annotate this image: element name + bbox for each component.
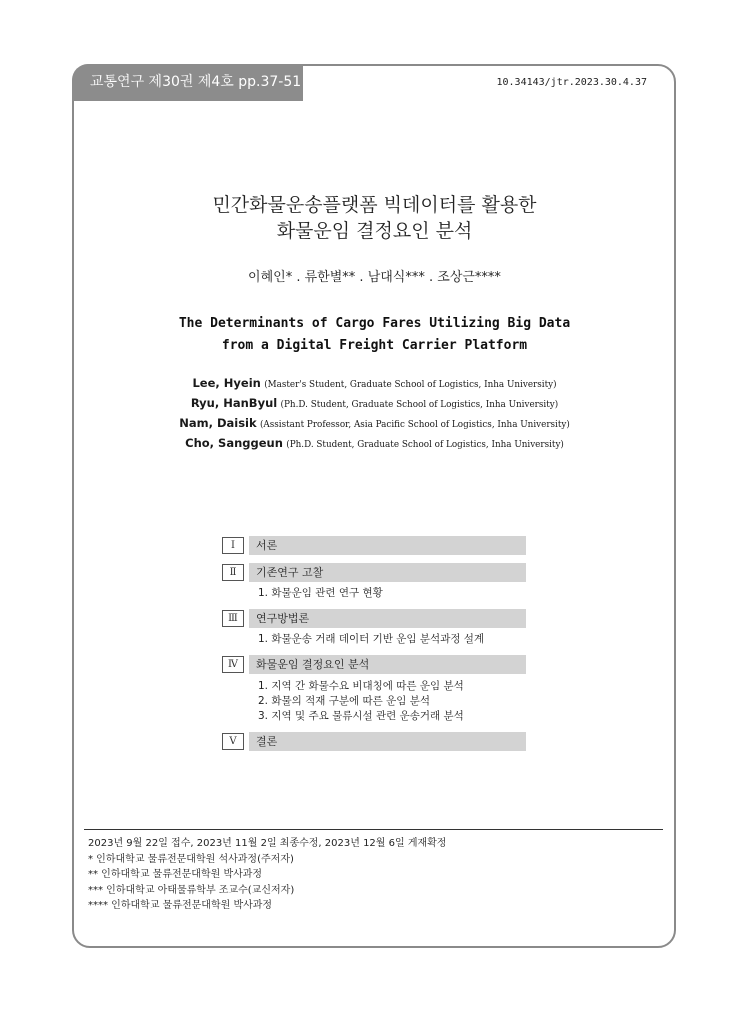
section-number: Ⅴ xyxy=(222,733,244,750)
footnotes xyxy=(88,836,446,914)
author-name: Cho, Sanggeun xyxy=(185,436,283,450)
subsection-item: 1. 지역 간 화물수요 비대칭에 따른 운임 분석 xyxy=(258,680,464,692)
author-affiliation: (Assistant Professor, Asia Pacific School of Logistics, Inha University) xyxy=(259,420,570,430)
section-title: 결론 xyxy=(249,732,526,751)
section-number: Ⅲ xyxy=(222,610,244,627)
author-line xyxy=(0,434,749,454)
section-title: 기존연구 고찰 xyxy=(249,563,526,582)
toc-section-4 xyxy=(222,655,526,724)
doi: 10.34143/jtr.2023.30.4.37 xyxy=(496,77,647,88)
author-line xyxy=(0,394,749,414)
section-number: Ⅰ xyxy=(222,537,244,554)
journal-info: 교통연구 제30권 제4호 pp.37-51 xyxy=(72,64,303,101)
author-name: Ryu, HanByul xyxy=(190,396,278,410)
footnote: **** 인하대학교 물류전문대학원 박사과정 xyxy=(88,900,273,911)
toc-section-2 xyxy=(222,563,526,601)
section-number: Ⅱ xyxy=(222,564,244,581)
english-title xyxy=(0,313,749,357)
korean-title-line-2: 화물운임 결정요인 분석 xyxy=(276,220,473,242)
korean-authors: 이혜인* . 류한별** . 남대식*** . 조상근**** xyxy=(248,270,501,285)
section-title: 서론 xyxy=(249,536,526,555)
subsection-item: 2. 화물의 적재 구분에 따른 운임 분석 xyxy=(258,695,431,707)
author-name: Nam, Daisik xyxy=(179,416,257,430)
footnote: * 인하대학교 물류전문대학원 석사과정(주저자) xyxy=(88,853,294,865)
toc-section-5 xyxy=(222,732,526,751)
author-line xyxy=(0,414,749,434)
subsection-item: 1. 화물운송 거래 데이터 기반 운임 분석과정 설계 xyxy=(258,633,485,645)
author-affiliation: (Master's Student, Graduate School of Logistics, Inha University) xyxy=(264,380,557,390)
author-name: Lee, Hyein xyxy=(192,376,261,390)
author-affiliation: (Ph.D. Student, Graduate School of Logistics, Inha University) xyxy=(286,440,564,450)
toc-section-1 xyxy=(222,536,526,555)
footnote: ** 인하대학교 물류전문대학원 박사과정 xyxy=(88,869,263,880)
author-line xyxy=(0,374,749,394)
english-authors xyxy=(0,374,749,454)
toc-section-3 xyxy=(222,609,526,647)
author-affiliation: (Ph.D. Student, Graduate School of Logistics, Inha University) xyxy=(280,400,559,410)
english-title-line-1: The Determinants of Cargo Fares Utilizing Big Data xyxy=(178,316,571,331)
korean-title-line-1: 민간화물운송플랫폼 빅데이터를 활용한 xyxy=(212,194,537,216)
english-title-line-2: from a Digital Freight Carrier Platform xyxy=(221,338,528,353)
footer-divider xyxy=(84,829,663,830)
footnote: *** 인하대학교 아태물류학부 조교수(교신저자) xyxy=(88,884,295,896)
section-title: 화물운임 결정요인 분석 xyxy=(249,655,526,674)
section-number: Ⅳ xyxy=(222,656,244,673)
subsection-item: 1. 화물운임 관련 연구 현황 xyxy=(258,587,383,599)
korean-title xyxy=(0,192,749,244)
subsection-item: 3. 지역 및 주요 물류시설 관련 운송거래 분석 xyxy=(258,710,464,722)
section-title: 연구방법론 xyxy=(249,609,526,628)
submission-dates: 2023년 9월 22일 접수, 2023년 11월 2일 최종수정, 2023년 12월 6일 게재확정 xyxy=(88,838,447,849)
table-of-contents xyxy=(222,536,526,759)
